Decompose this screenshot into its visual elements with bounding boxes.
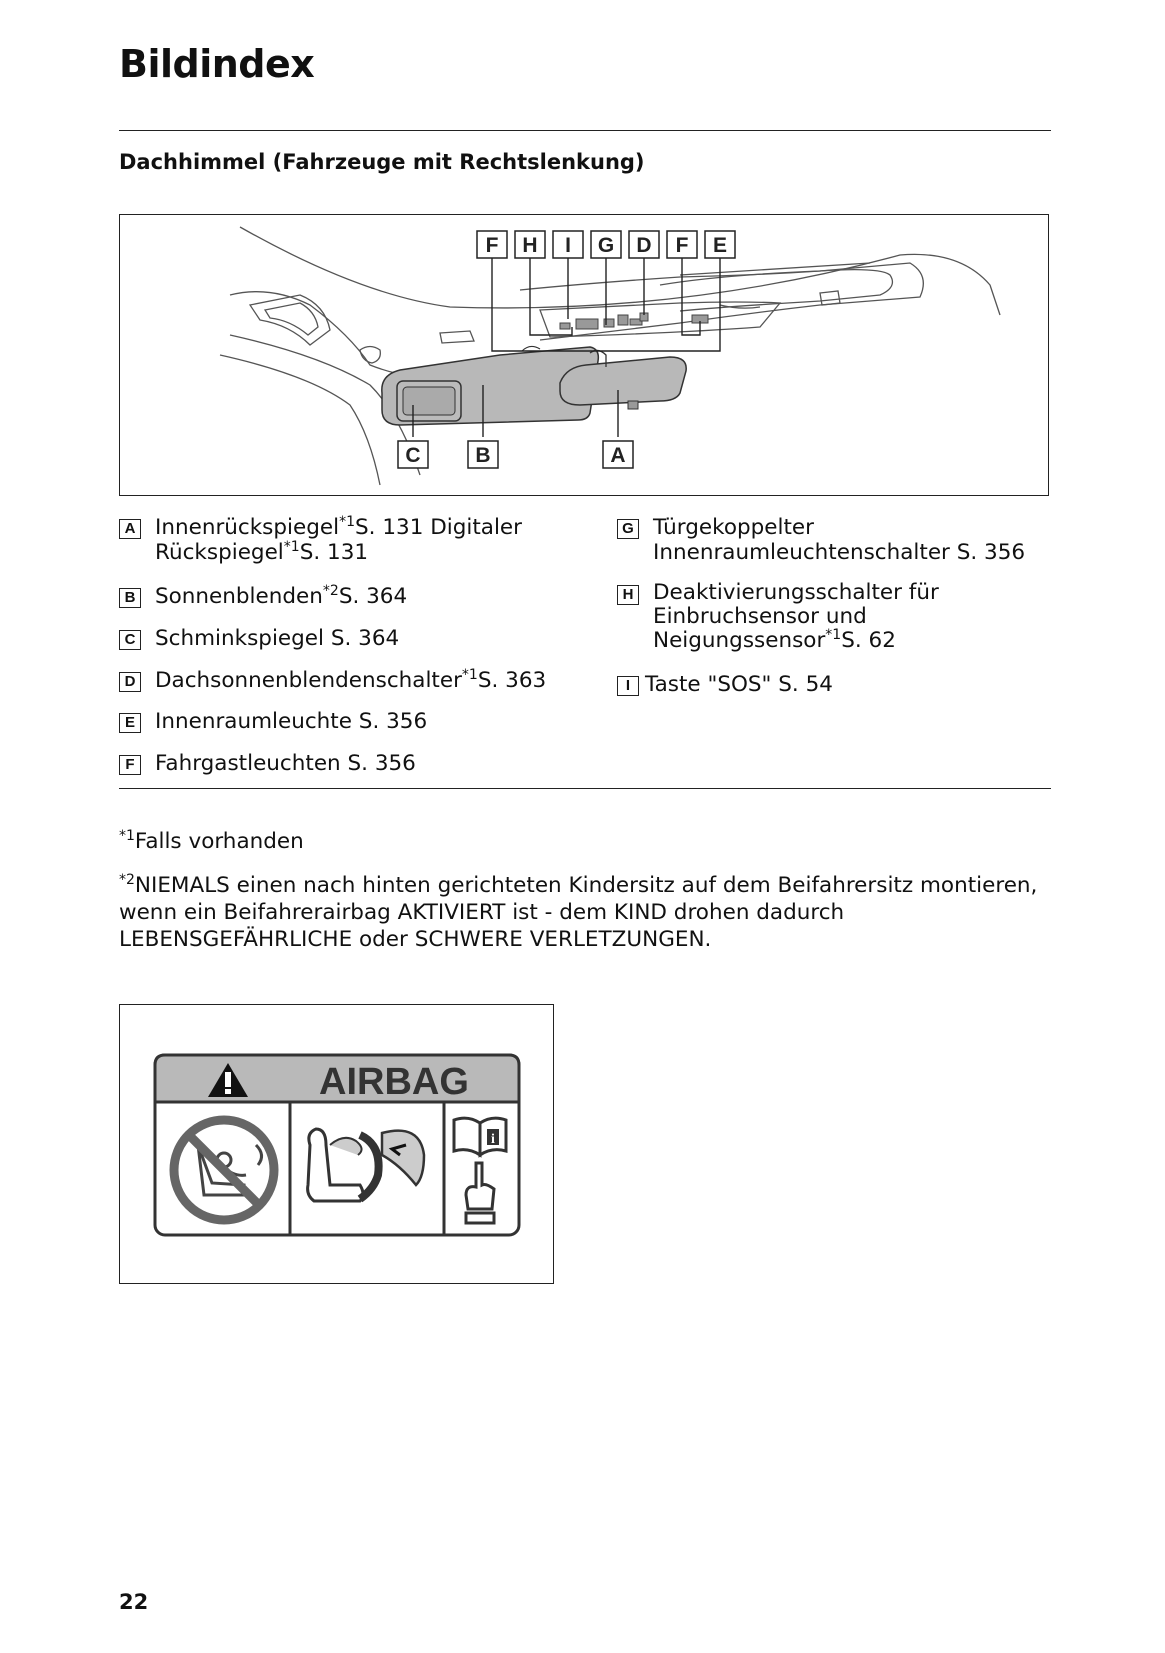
legend-text: Rückspiegel <box>155 540 284 565</box>
page-number: 22 <box>119 1590 149 1614</box>
airbag-heading: AIRBAG <box>319 1061 469 1103</box>
legend-text: Taste "SOS" S. 54 <box>645 672 833 697</box>
diagram-label-text: I <box>565 234 571 257</box>
label-box: G <box>617 519 639 539</box>
footnote-1 <box>119 828 1049 855</box>
label-box: C <box>119 630 141 650</box>
footnote-mark: *1 <box>825 627 842 643</box>
top-divider <box>119 130 1051 131</box>
page-title: Bildindex <box>119 42 315 86</box>
diagram-label-a <box>603 441 633 468</box>
label-box: D <box>119 672 141 692</box>
label-box: H <box>617 585 639 605</box>
diagram-label-d <box>629 231 659 258</box>
airbag-warning-figure <box>119 1004 554 1284</box>
diagram-label-b <box>468 441 498 468</box>
legend-text: S. 131 Digitaler <box>355 515 522 540</box>
legend-text: Neigungssensor <box>653 628 826 653</box>
diagram-label-e <box>705 231 735 258</box>
diagram-label-f <box>667 231 697 258</box>
footnote-mark: *1 <box>119 828 135 844</box>
legend-text: Türgekoppelter <box>653 515 814 540</box>
legend-text: S. 131 <box>299 540 369 565</box>
diagram-label-text: A <box>610 444 626 467</box>
legend-item-h <box>617 581 939 653</box>
label-box: F <box>119 755 141 775</box>
legend-text: Sonnenblenden <box>155 584 323 609</box>
legend-item-f <box>119 751 416 776</box>
footnote-mark: *1 <box>283 539 300 555</box>
legend-item-g <box>617 515 1025 565</box>
legend-text: S. 364 <box>338 584 408 609</box>
footnote-mark: *1 <box>461 667 478 683</box>
diagram-label-text: B <box>475 444 491 467</box>
diagram-label-text: E <box>712 234 728 257</box>
legend-text: Innenraumleuchte S. 356 <box>155 709 428 734</box>
legend-item-d <box>119 668 546 693</box>
diagram-label-text: G <box>597 234 615 257</box>
legend-item-b <box>119 584 407 609</box>
legend-item-i <box>617 672 833 697</box>
footnote-text: wenn ein Beifahrerairbag AKTIVIERT ist - dem KIND drohen dadurch <box>119 900 845 925</box>
console-buttons <box>560 313 708 329</box>
label-box: B <box>119 588 141 608</box>
legend-item-e <box>119 709 427 734</box>
footnote-mark: *1 <box>339 514 356 530</box>
legend-text: Innenraumleuchtenschalter S. 356 <box>653 540 1026 565</box>
roof-diagram <box>119 214 1049 496</box>
legend-divider <box>119 788 1051 789</box>
footnote-2 <box>119 872 1049 953</box>
svg-text:i: i <box>491 1132 495 1147</box>
diagram-label-text: F <box>485 234 499 257</box>
diagram-label-g <box>591 231 621 258</box>
diagram-label-i <box>553 231 583 258</box>
footnote-mark: *2 <box>119 872 135 888</box>
legend-item-c <box>119 626 399 651</box>
label-box: I <box>617 676 639 696</box>
legend-text: Einbruchsensor und <box>653 604 867 629</box>
footnote-text: LEBENSGEFÄHRLICHE oder SCHWERE VERLETZUNGEN. <box>119 927 712 952</box>
legend-text: Fahrgastleuchten S. 356 <box>155 751 416 776</box>
legend-text: S. 363 <box>477 668 547 693</box>
legend-text: Deaktivierungsschalter für <box>653 580 939 605</box>
diagram-label-c <box>398 441 428 468</box>
legend-item-a <box>119 515 522 565</box>
diagram-label-h <box>515 231 545 258</box>
diagram-label-text: D <box>636 234 652 257</box>
diagram-label-text: C <box>405 444 421 467</box>
footnote-text: Falls vorhanden <box>134 829 304 854</box>
footnote-mark: *2 <box>322 583 339 599</box>
footnote-text: NIEMALS einen nach hinten gerichteten Kindersitz auf dem Beifahrersitz montieren, <box>134 873 1038 898</box>
diagram-label-f <box>477 231 507 258</box>
diagram-label-text: H <box>522 234 538 257</box>
legend-text: S. 62 <box>841 628 896 653</box>
legend-text: Schminkspiegel S. 364 <box>155 626 400 651</box>
label-box: E <box>119 713 141 733</box>
section-title: Dachhimmel (Fahrzeuge mit Rechtslenkung) <box>119 150 645 174</box>
legend-text: Dachsonnenblendenschalter <box>155 668 462 693</box>
label-box: A <box>119 519 141 539</box>
legend-text: Innenrückspiegel <box>155 515 340 540</box>
diagram-label-text: F <box>675 234 689 257</box>
